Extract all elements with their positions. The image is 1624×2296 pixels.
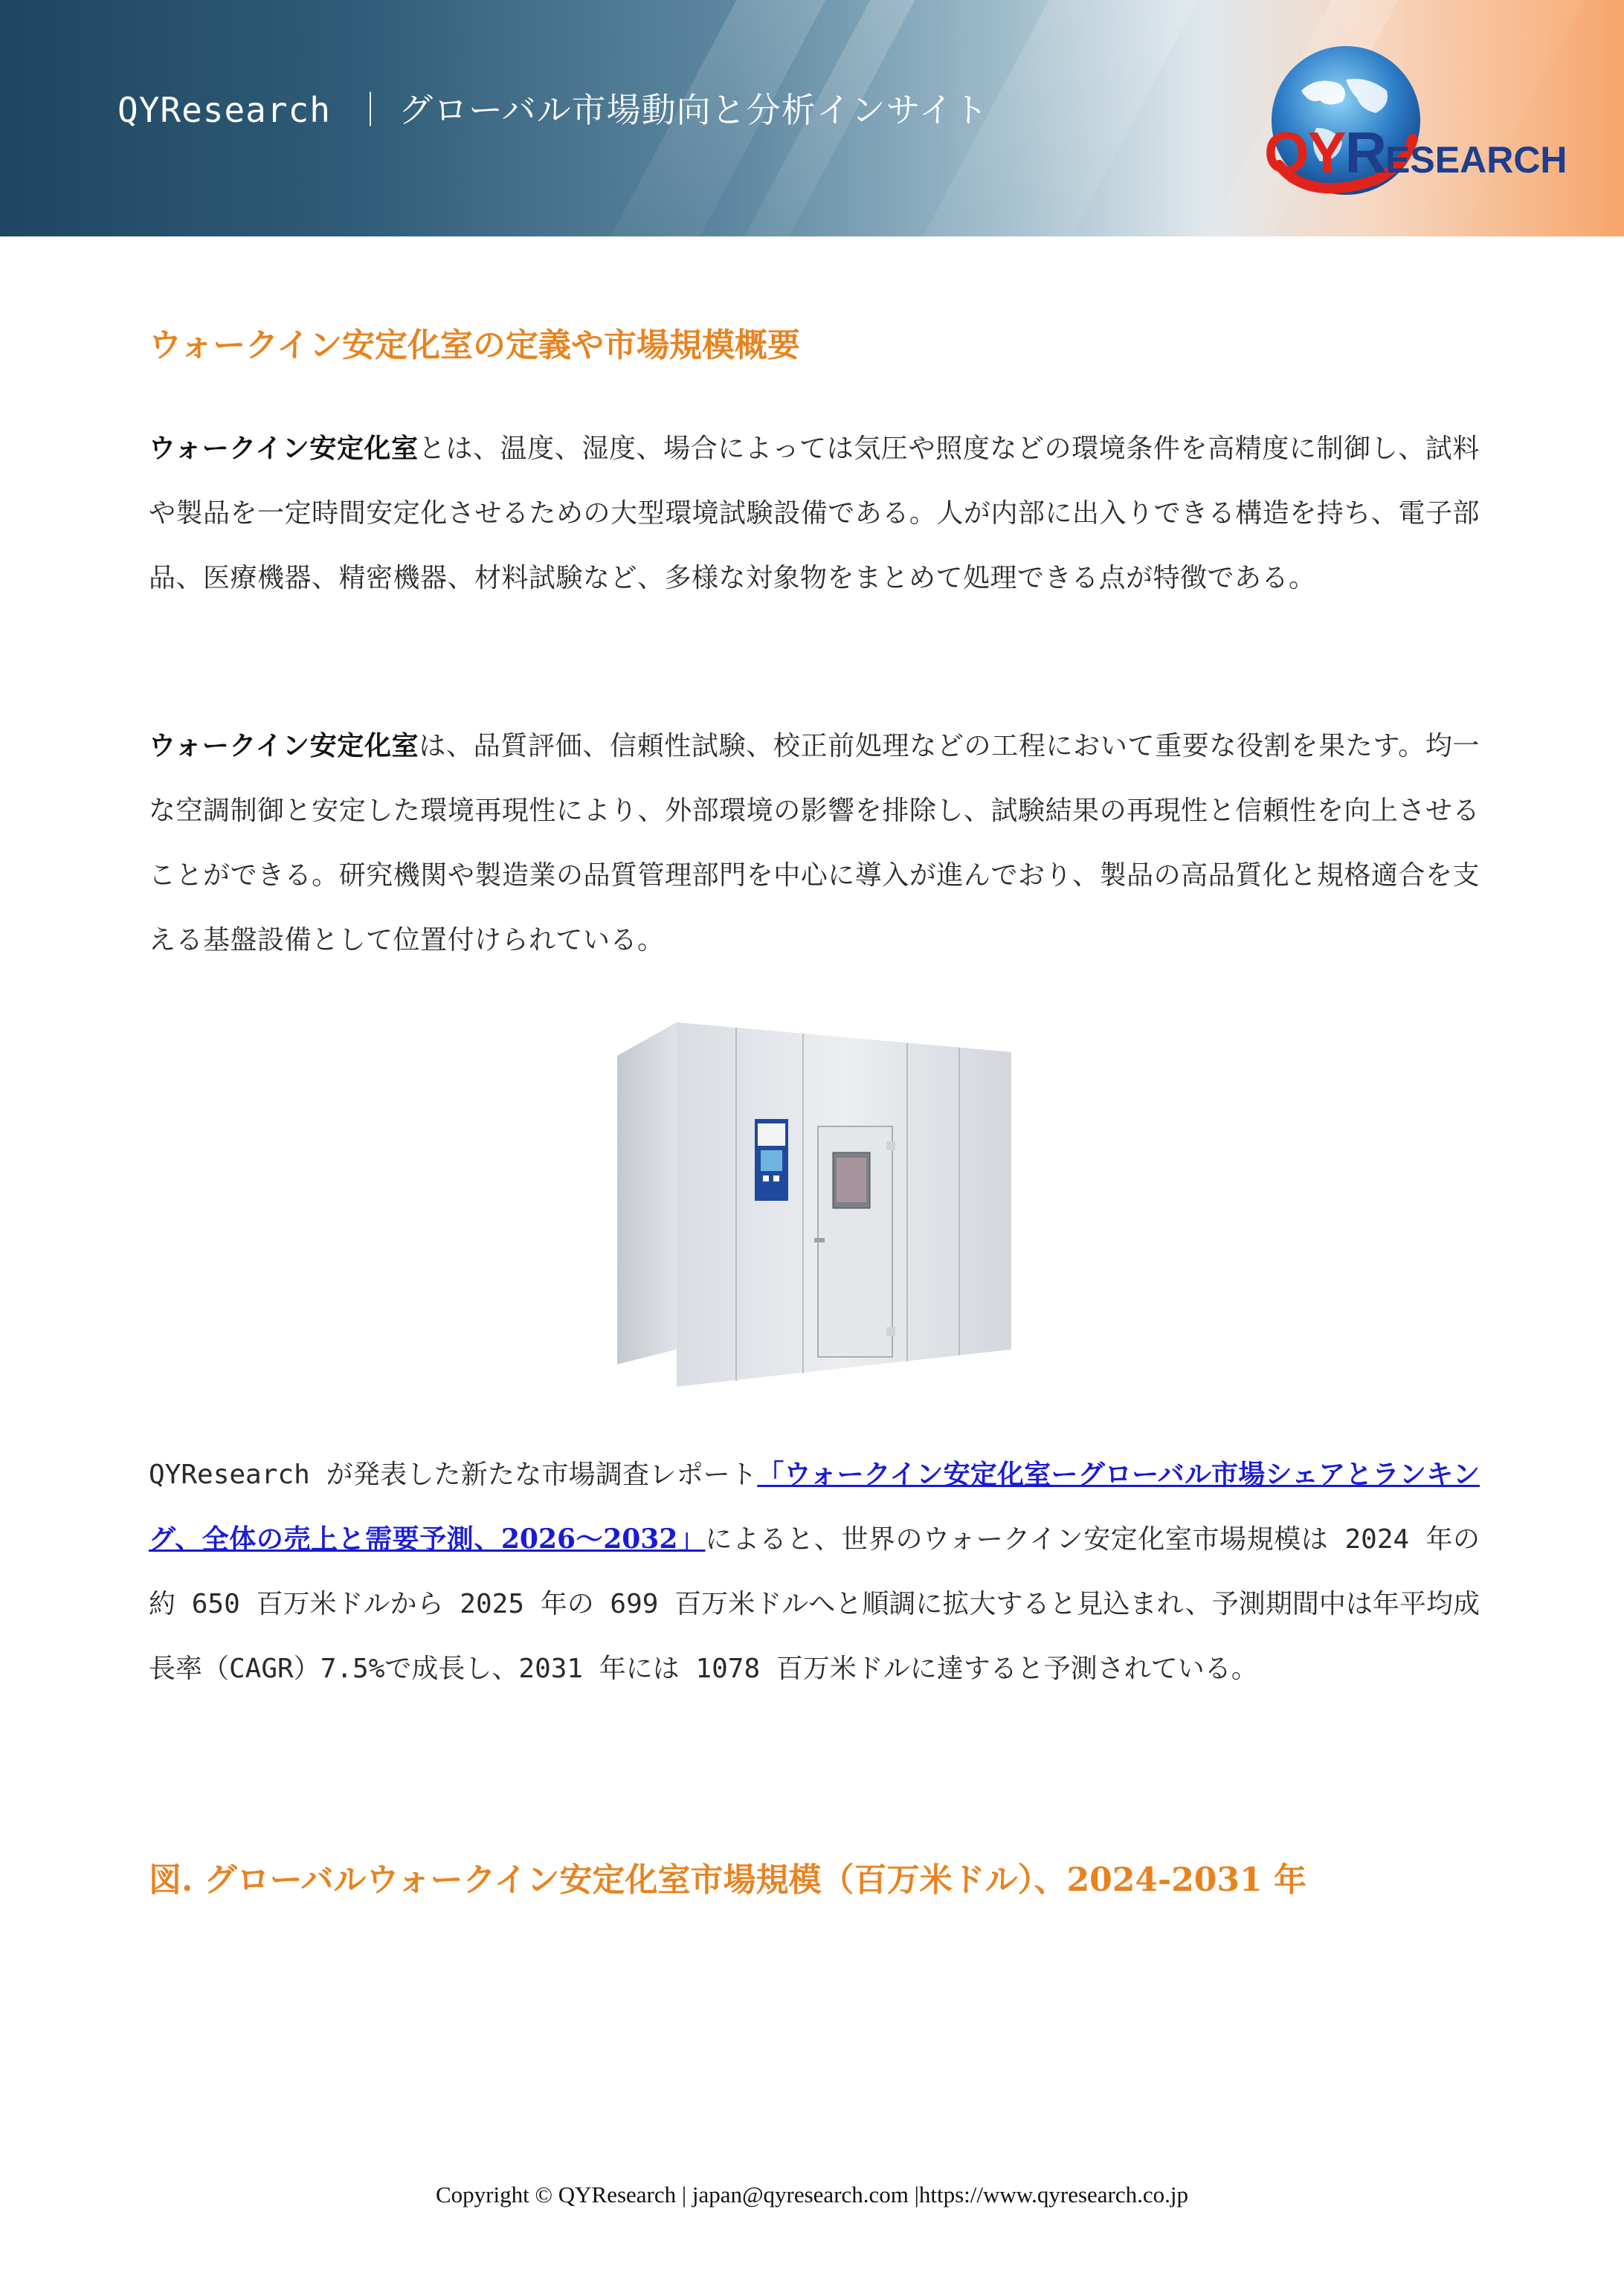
- report-link[interactable]: 「ウォークイン安定化室ーグローバル市場シェアとランキング、全体の売上と需要予測、2026～2032」: [149, 1459, 1480, 1555]
- header-tagline: グローバル市場動向と分析インサイト: [398, 90, 989, 130]
- market-size-paragraph: [149, 1442, 1480, 1701]
- paragraph-text: とは、温度、湿度、場合によっては気圧や照度などの環境条件を高精度に制御し、試料や製品を一定時間安定化させるための大型環境試験設備である。人が内部に出入りできる構造を持ち、電子部品、医療機器、精密機器、材料試験など、多様な対象物をまとめて処理できる点が特徴である。: [149, 433, 1480, 593]
- footer-copyright: Copyright © QYResearch | japan@qyresearch.com |https://www.qyresearch.co.jp: [435, 2181, 1188, 2208]
- header-brand: QYResearch: [117, 90, 331, 130]
- walk-in-chamber-image: [610, 1015, 1011, 1394]
- figure-heading: 図. グローバルウォークイン安定化室市場規模（百万米ドル）、2024-2031 年: [149, 1861, 1306, 1899]
- header-separator: ｜: [352, 90, 388, 130]
- logo-qy: QY: [1264, 120, 1345, 185]
- logo-esearch: ESEARCH: [1385, 139, 1567, 181]
- paragraph-text: によると、世界のウォークイン安定化室市場規模は 2024 年の約 650 百万米ドルから 2025 年の 699 百万米ドルへと順調に拡大すると見込まれ、予測期間中は年平均成長率（CAGR）7.5%で成長し、2031 年には 1078 百万米ドルに達すると予測されている。: [149, 1524, 1480, 1684]
- logo-r: R: [1344, 120, 1386, 185]
- role-paragraph: [149, 714, 1480, 973]
- term-bold: ウォークイン安定化室: [149, 433, 419, 464]
- term-bold: ウォークイン安定化室: [149, 730, 419, 761]
- header-banner: [0, 0, 1624, 236]
- definition-paragraph: [149, 416, 1480, 610]
- qyresearch-logo-text: [1264, 119, 1567, 187]
- header-title: [117, 83, 988, 132]
- paragraph-lead: QYResearch が発表した新たな市場調査レポート: [149, 1460, 758, 1490]
- section-heading: ウォークイン安定化室の定義や市場規模概要: [149, 326, 801, 364]
- paragraph-text: は、品質評価、信頼性試験、校正前処理などの工程において重要な役割を果たす。均一な空調制御と安定した環境再現性により、外部環境の影響を排除し、試験結果の再現性と信頼性を向上させることができる。研究機関や製造業の品質管理部門を中心に導入が進んでおり、製品の高品質化と規格適合を支える基盤設備として位置付けられている。: [149, 731, 1480, 955]
